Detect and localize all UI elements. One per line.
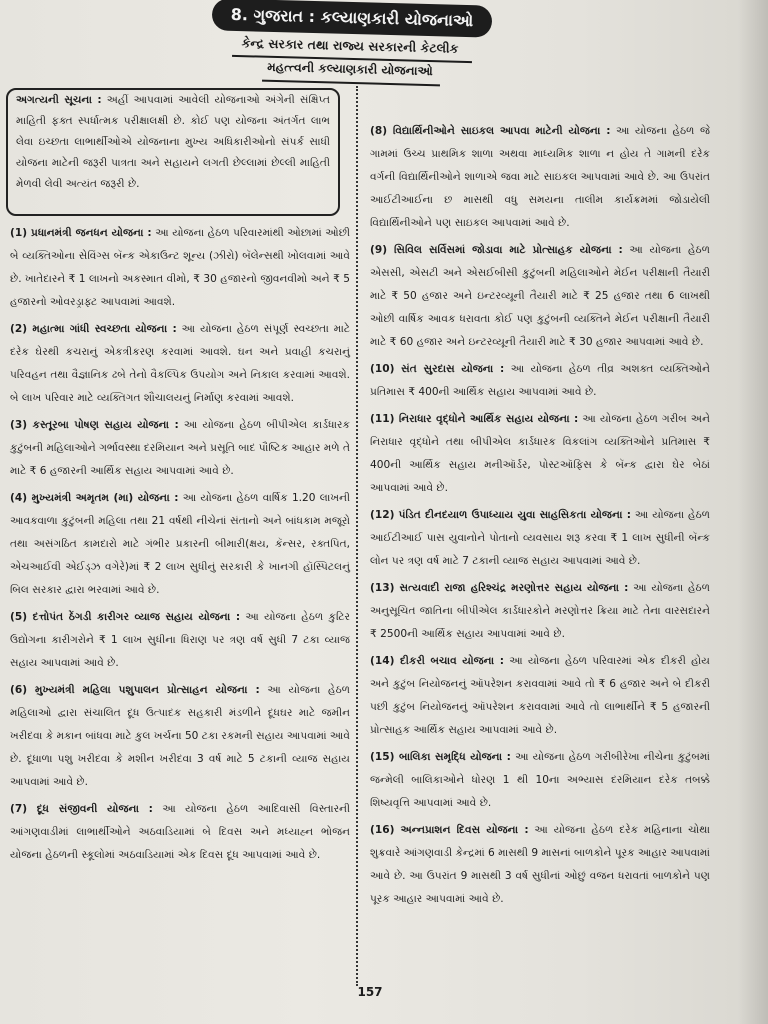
scheme-item bbox=[10, 487, 350, 602]
column-divider bbox=[356, 86, 364, 986]
scheme-item bbox=[10, 414, 350, 483]
left-column bbox=[10, 222, 350, 871]
scheme-description: આ યોજના હેઠળ બીપીએલ કાર્ડધારક કુટુંબની મહિલાઓને ગર્ભાવસ્થા દરમિયાન અને પ્રસૂતિ બાદ પૌષ્ટિક આહાર મળે તે માટે ₹ 6 હજારની આર્થિક સહાય આપવામાં આવે છે. bbox=[10, 419, 350, 477]
scheme-title: (2) મહાત્મા ગાંધી સ્વચ્છતા યોજના : bbox=[10, 323, 177, 335]
scheme-title: (7) દૂધ સંજીવની યોજના : bbox=[10, 803, 153, 815]
scheme-description: આ યોજના હેઠળ સંપૂર્ણ સ્વચ્છતા માટે દરેક ઘેરથી કચરાનું એકત્રીકરણ કરવામાં આવશે. ઘન અને પ્રવાહી કચરાનું પરિવહન તથા વૈજ્ઞાનિક ઢબે તેનો વૈકલ્પિક ઉપયોગ અને નિકાલ કરવામાં આવશે. બે લાખ પરિવાર માટે વ્યક્તિગત શૌચાલયનું નિર્માણ કરવામાં આવશે. bbox=[10, 323, 350, 404]
scheme-title: (8) વિદ્યાર્થિનીઓને સાઇકલ આપવા માટેની યોજના : bbox=[370, 125, 611, 137]
scheme-item bbox=[370, 746, 710, 815]
notice-heading: અગત્યની સૂચના : bbox=[16, 94, 102, 106]
scheme-description: આ યોજના હેઠળ પરિવારમાંથી ઓછામાં ઓછી બે વ્યક્તિઓના સેવિંગ્સ બૅન્ક એકાઉન્ટ શૂન્ય (ઝીરો) બૅલેન્સથી ખોલવામાં આવે છે. ખાતેદારને ₹ 1 લાખનો અકસ્માત વીમો, ₹ 30 હજારનો જીવનવીમો અને ₹ 5 હજારનો ઓવરડ્રાફ્ટ આપવામાં આવશે. bbox=[10, 227, 350, 308]
scheme-item bbox=[10, 222, 350, 314]
scheme-description: આ યોજના હેઠળ ગરીબીરેખા નીચેના કુટુંબમાં જન્મેલી બાલિકાઓને ધોરણ 1 થી 10ના અભ્યાસ દરમિયાન દરેક તબક્કે શિષ્યવૃત્તિ આપવામાં આવે છે. bbox=[370, 751, 710, 809]
scheme-description: આ યોજના હેઠળ એસસી, એસટી અને એસઈબીસી કુટુંબની મહિલાઓને મેઈન પરીક્ષાની તૈયારી માટે ₹ 50 હજાર અને ઇન્ટરવ્યૂની તૈયારી માટે ₹ 25 હજાર તથા 6 લાખથી ઓછી વાર્ષિક આવક ધરાવતા કોઈ પણ કુટુંબની વ્યક્તિને મેઈન પરીક્ષાની તૈયારી માટે ₹ 60 હજાર અને ઇન્ટરવ્યૂની તૈયારી માટે ₹ 30 હજાર આપવામાં આવે છે. bbox=[370, 244, 710, 348]
scheme-title: (16) અન્નપ્રાશન દિવસ યોજના : bbox=[370, 824, 529, 836]
scheme-description: આ યોજના હેઠળ જે ગામમાં ઉચ્ચ પ્રાથમિક શાળા અથવા માધ્યમિક શાળા ન હોય તે ગામની દરેક વર્ગની વિદ્યાર્થિનીઓને શાળાએ જવા માટે સાઇકલ આપવામાં આવે છે. આ ઉપરાંત આઈટીઆઈના છ માસથી વધુ સમયના તાલીમ કાર્યક્રમમાં જોડાયેલી વિદ્યાર્થિનીઓને પણ સાઇકલ આપવામાં આવે છે. bbox=[370, 125, 710, 229]
section-subtitle-line2: મહત્ત્વની કલ્યાણકારી યોજનાઓ bbox=[267, 59, 433, 79]
subtitle-underline-2 bbox=[262, 80, 440, 87]
scheme-description: આ યોજના હેઠળ આદિવાસી વિસ્તારની આંગણવાડીમાં લાભાર્થીઓને અઠવાડિયામાં બે દિવસ અને મધ્યાહ્ન ભોજન યોજના હેઠળની સ્કૂલોમાં અઠવાડિયામાં એક દિવસ દૂધ આપવામાં આવે છે. bbox=[10, 803, 350, 861]
scheme-title: (1) પ્રધાનમંત્રી જનધન યોજના : bbox=[10, 227, 152, 239]
section-subtitle-line1: કેન્દ્ર સરકાર તથા રાજ્ય સરકારની કેટલીક bbox=[241, 35, 459, 56]
scheme-item bbox=[370, 577, 710, 646]
scheme-item bbox=[370, 239, 710, 354]
scheme-title: (10) સંત સુરદાસ યોજના : bbox=[370, 363, 505, 375]
scheme-title: (13) સત્યવાદી રાજા હરિશ્ચંદ્ર મરણોત્તર સહાય યોજના : bbox=[370, 582, 629, 594]
scheme-item bbox=[370, 650, 710, 742]
scheme-description: આ યોજના હેઠળ આઈટીઆઈ પાસ યુવાનોને પોતાનો વ્યવસાય શરૂ કરવા ₹ 1 લાખ સુધીની બૅન્ક લોન પર ત્રણ વર્ષ માટે 7 ટકાની વ્યાજ સહાય આપવામાં આવે છે. bbox=[370, 509, 711, 567]
right-column bbox=[370, 120, 710, 915]
scheme-description: આ યોજના હેઠળ તીવ્ર અશક્ત વ્યક્તિઓને પ્રતિમાસ ₹ 400ની આર્થિક સહાય આપવામાં આવે છે. bbox=[370, 363, 710, 398]
scheme-item bbox=[370, 819, 710, 911]
scheme-title: (6) મુખ્યમંત્રી મહિલા પશુપાલન પ્રોત્સાહન યોજના : bbox=[10, 684, 260, 696]
scheme-item bbox=[370, 408, 710, 500]
scheme-item bbox=[10, 606, 350, 675]
scheme-title: (11) નિરાધાર વૃદ્ધોને આર્થિક સહાય યોજના : bbox=[370, 413, 579, 425]
scheme-title: (9) સિવિલ સર્વિસમાં જોડાવા માટે પ્રોત્સાહક યોજના : bbox=[370, 244, 623, 256]
scheme-description: આ યોજના હેઠળ અનુસૂચિત જાતિના બીપીએલ કાર્ડધારકોને મરણોત્તર ક્રિયા માટે તેના વારસદારને ₹ 2500ની આર્થિક સહાય આપવામાં આવે છે. bbox=[370, 582, 710, 640]
scheme-description: આ યોજના હેઠળ મહિલાઓ દ્વારા સંચાલિત દૂધ ઉત્પાદક સહકારી મંડળીને દૂધઘર માટે જમીન ખરીદવા કે મકાન બાંધવા માટે કુલ ખર્ચના 50 ટકા રકમની સહાય આપવામાં આવે છે. દૂધાળા પશુ ખરીદવા કે મશીન ખરીદવા 3 વર્ષ માટે 5 ટકાની વ્યાજ સહાય આપવામાં આવે છે. bbox=[10, 684, 350, 788]
scheme-title: (12) પંડિત દીનદયાળ ઉપાધ્યાય યુવા સાહસિકતા યોજના : bbox=[370, 509, 631, 521]
scheme-description: આ યોજના હેઠળ વાર્ષિક 1.20 લાખની આવકવાળા કુટુંબની મહિલા તથા 21 વર્ષથી નીચેનાં સંતાનો અને બાંધકામ મજૂરો તથા અસંગઠિત કામદારો માટે ગંભીર પ્રકારની બીમારી(ક્ષય, કૅન્સર, રક્તપિત, એચઆઈવી એઈડ્ઝ વગેરે)માં ₹ 2 લાખ સુધીનું સરકારી કે ખાનગી હૉસ્પિટલનું બિલ સરકાર દ્વારા ભરવામાં આવે છે. bbox=[10, 492, 351, 596]
page-number: 157 bbox=[357, 985, 383, 999]
notice-text: અહીં આપવામાં આવેલી યોજનાઓ અંગેની સંક્ષિપ્ત માહિતી ફક્ત સ્પર્ધાત્મક પરીક્ષાલક્ષી છે. કોઈ પણ યોજના અંતર્ગત લાભ લેવા ઇચ્છતા લાભાર્થીઓએ યોજનાના મુખ્ય અધિકારીઓનો સંપર્ક સાધી યોજના માટેની જરૂરી પાત્રતા અને સહાયને લગતી છેલ્લામાં છેલ્લી માહિતી મેળવી લેવી અત્યંત જરૂરી છે. bbox=[16, 94, 331, 190]
important-notice-box bbox=[6, 88, 340, 216]
scheme-description: આ યોજના હેઠળ દરેક મહિનાના ચોથા શુક્રવારે આંગણવાડી કેન્દ્રમાં 6 માસથી 9 માસનાં બાળકોને પૂરક આહાર આપવામાં આવે છે. આ ઉપરાંત 9 માસથી 3 વર્ષ સુધીનાં ઓછું વજન ધરાવતાં બાળકોને પણ પૂરક આહાર આપવામાં આવે છે. bbox=[370, 824, 710, 905]
scheme-title: (4) મુખ્યમંત્રી અમૃતમ (મા) યોજના : bbox=[10, 492, 179, 504]
scheme-item bbox=[370, 504, 710, 573]
scheme-item bbox=[370, 358, 710, 404]
scheme-title: (14) દીકરી બચાવ યોજના : bbox=[370, 655, 504, 667]
chapter-title: 8. ગુજરાત : કલ્યાણકારી યોજનાઓ bbox=[212, 0, 493, 38]
scheme-title: (5) દત્તોપંત ઠેંગડી કારીગર વ્યાજ સહાય યોજના : bbox=[10, 611, 241, 623]
scheme-item bbox=[10, 798, 350, 867]
scheme-item bbox=[10, 679, 350, 794]
scheme-description: આ યોજના હેઠળ ગરીબ અને નિરાધાર વૃદ્ધોને તથા બીપીએલ કાર્ડધારક વિકલાંગ વ્યક્તિઓને પ્રતિમાસ ₹ 400ની આર્થિક સહાય મનીઑર્ડર, પોસ્ટઑફિસ કે બૅન્ક દ્વારા ઘેર બેઠાં આપવામાં આવે છે. bbox=[370, 413, 710, 494]
page-edge-shadow bbox=[738, 0, 768, 1024]
scheme-item bbox=[10, 318, 350, 410]
scheme-description: આ યોજના હેઠળ પરિવારમાં એક દીકરી હોય અને કુટુંબ નિયોજનનું ઑપરેશન કરાવવામાં આવે તો ₹ 6 હજાર અને બે દીકરી પછી કુટુંબ નિયોજનનું ઑપરેશન કરાવવામાં આવે તો લાભાર્થીને ₹ 5 હજારની પ્રોત્સાહક આર્થિક સહાય આપવામાં આવે છે. bbox=[370, 655, 710, 736]
scheme-title: (3) કસ્તૂરબા પોષણ સહાય યોજના : bbox=[10, 419, 179, 431]
scheme-title: (15) બાલિકા સમૃદ્ધિ યોજના : bbox=[370, 751, 511, 763]
scheme-description: આ યોજના હેઠળ કુટિર ઉદ્યોગના કારીગરોને ₹ 1 લાખ સુધીના ધિરાણ પર ત્રણ વર્ષ સુધી 7 ટકા વ્યાજ સહાય આપવામાં આવે છે. bbox=[10, 611, 351, 669]
scheme-item bbox=[370, 120, 710, 235]
